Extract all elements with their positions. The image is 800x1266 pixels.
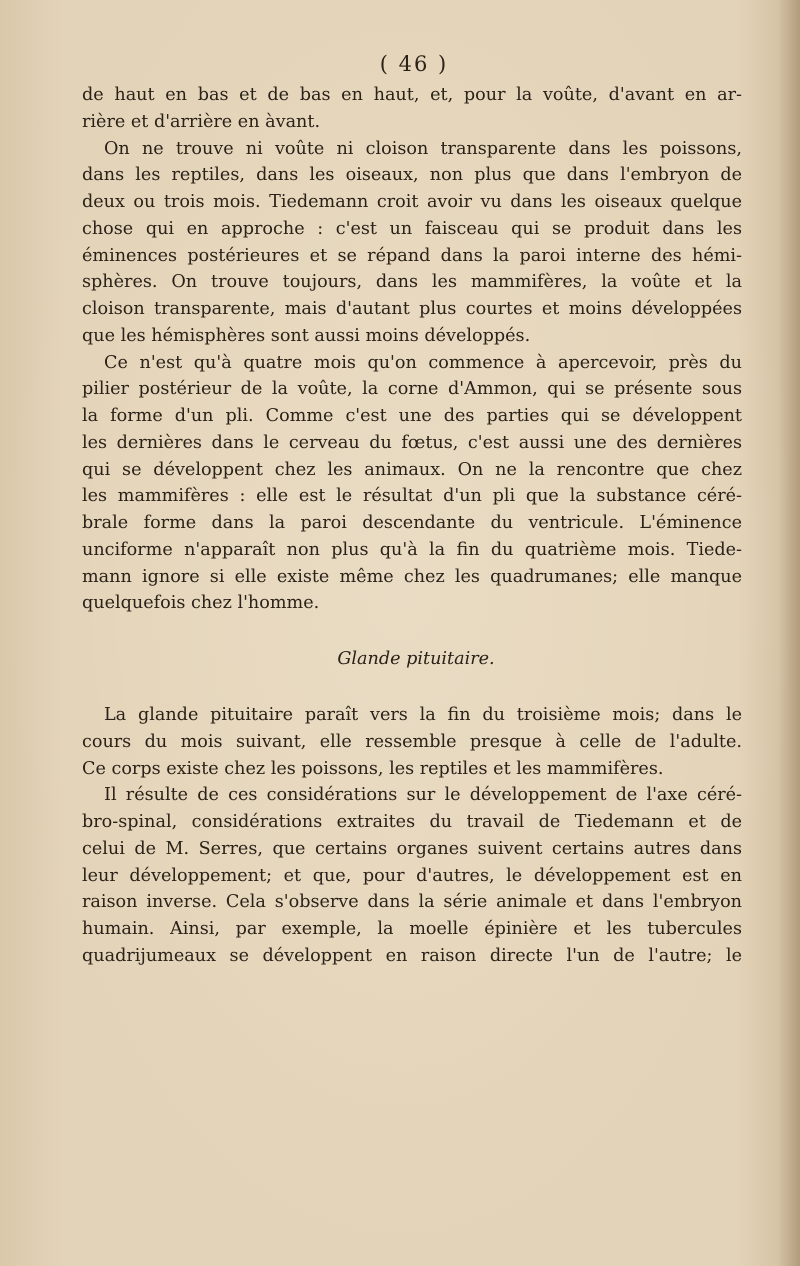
text-line: mann ignore si elle existe même chez les quadrumanes; elle manque (82, 566, 742, 587)
text-line: celui de M. Serres, que certains organes suivent certains autres dans (82, 838, 742, 859)
text-line: Ce n'est qu'à quatre mois qu'on commence à apercevoir, près du (104, 352, 742, 373)
text-line: de haut en bas et de bas en haut, et, pour la voûte, d'avant en ar- (82, 85, 742, 105)
text-line: Ce corps existe chez les poissons, les reptiles et les mammifères. (82, 758, 664, 779)
text-line: rière et d'arrière en àvant. (82, 111, 321, 132)
text-line: deux ou trois mois. Tiedemann croit avoir vu dans les oiseaux quelque (82, 192, 742, 212)
page-edge-shadow (778, 0, 800, 1266)
spacer (82, 673, 742, 702)
spacer (82, 617, 742, 646)
text-line: que les hémisphères sont aussi moins développés. (82, 325, 531, 346)
text-line: Il résulte de ces considérations sur le développement de l'axe céré- (104, 785, 742, 806)
text-line: bro-spinal, considérations extraites du travail de Tiedemann et de (82, 812, 742, 832)
text-line: raison inverse. Cela s'observe dans la série animale et dans l'embryon (82, 892, 742, 913)
text-line: On ne trouve ni voûte ni cloison transparente dans les poissons, (104, 138, 742, 159)
text-line: quelquefois chez l'homme. (82, 593, 320, 614)
text-line: qui se développent chez les animaux. On ne la rencontre que chez (82, 459, 742, 480)
text-line: dans les reptiles, dans les oiseaux, non plus que dans l'embryon de (82, 165, 742, 186)
text-line: leur développement; et que, pour d'autres, le développement est en (82, 865, 742, 886)
text-line: pilier postérieur de la voûte, la corne d'Ammon, qui se présente sous (82, 379, 742, 400)
text-line: cloison transparente, mais d'autant plus courtes et moins développées (82, 299, 742, 319)
text-line: les mammifères : elle est le résultat d'un pli que la substance céré- (82, 486, 742, 507)
text-line: les dernières dans le cerveau du fœtus, c'est aussi une des dernières (82, 432, 742, 453)
text-line: unciforme n'apparaît non plus qu'à la fin du quatrième mois. Tiede- (82, 539, 742, 560)
text-line: La glande pituitaire paraît vers la fin du troisième mois; dans le (104, 705, 742, 725)
text-line: sphères. On trouve toujours, dans les mammifères, la voûte et la (82, 272, 742, 293)
section-heading: Glande pituitaire. (337, 649, 495, 669)
text-line: éminences postérieures et se répand dans la paroi interne des hémi- (82, 245, 742, 266)
text-line: cours du mois suivant, elle ressemble presque à celle de l'adulte. (82, 731, 742, 752)
text-line: quadrijumeaux se développent en raison directe l'un de l'autre; le (82, 945, 742, 966)
text-line: la forme d'un pli. Comme c'est une des parties qui se développent (82, 406, 742, 426)
text-line: brale forme dans la paroi descendante du ventricule. L'éminence (82, 513, 742, 533)
text-line: chose qui en approche : c'est un faisceau qui se produit dans les (82, 218, 742, 239)
book-page (82, 46, 742, 970)
text-line: humain. Ainsi, par exemple, la moelle épinière et les tubercules (82, 919, 742, 939)
page-number: ( 46 ) (379, 52, 449, 76)
